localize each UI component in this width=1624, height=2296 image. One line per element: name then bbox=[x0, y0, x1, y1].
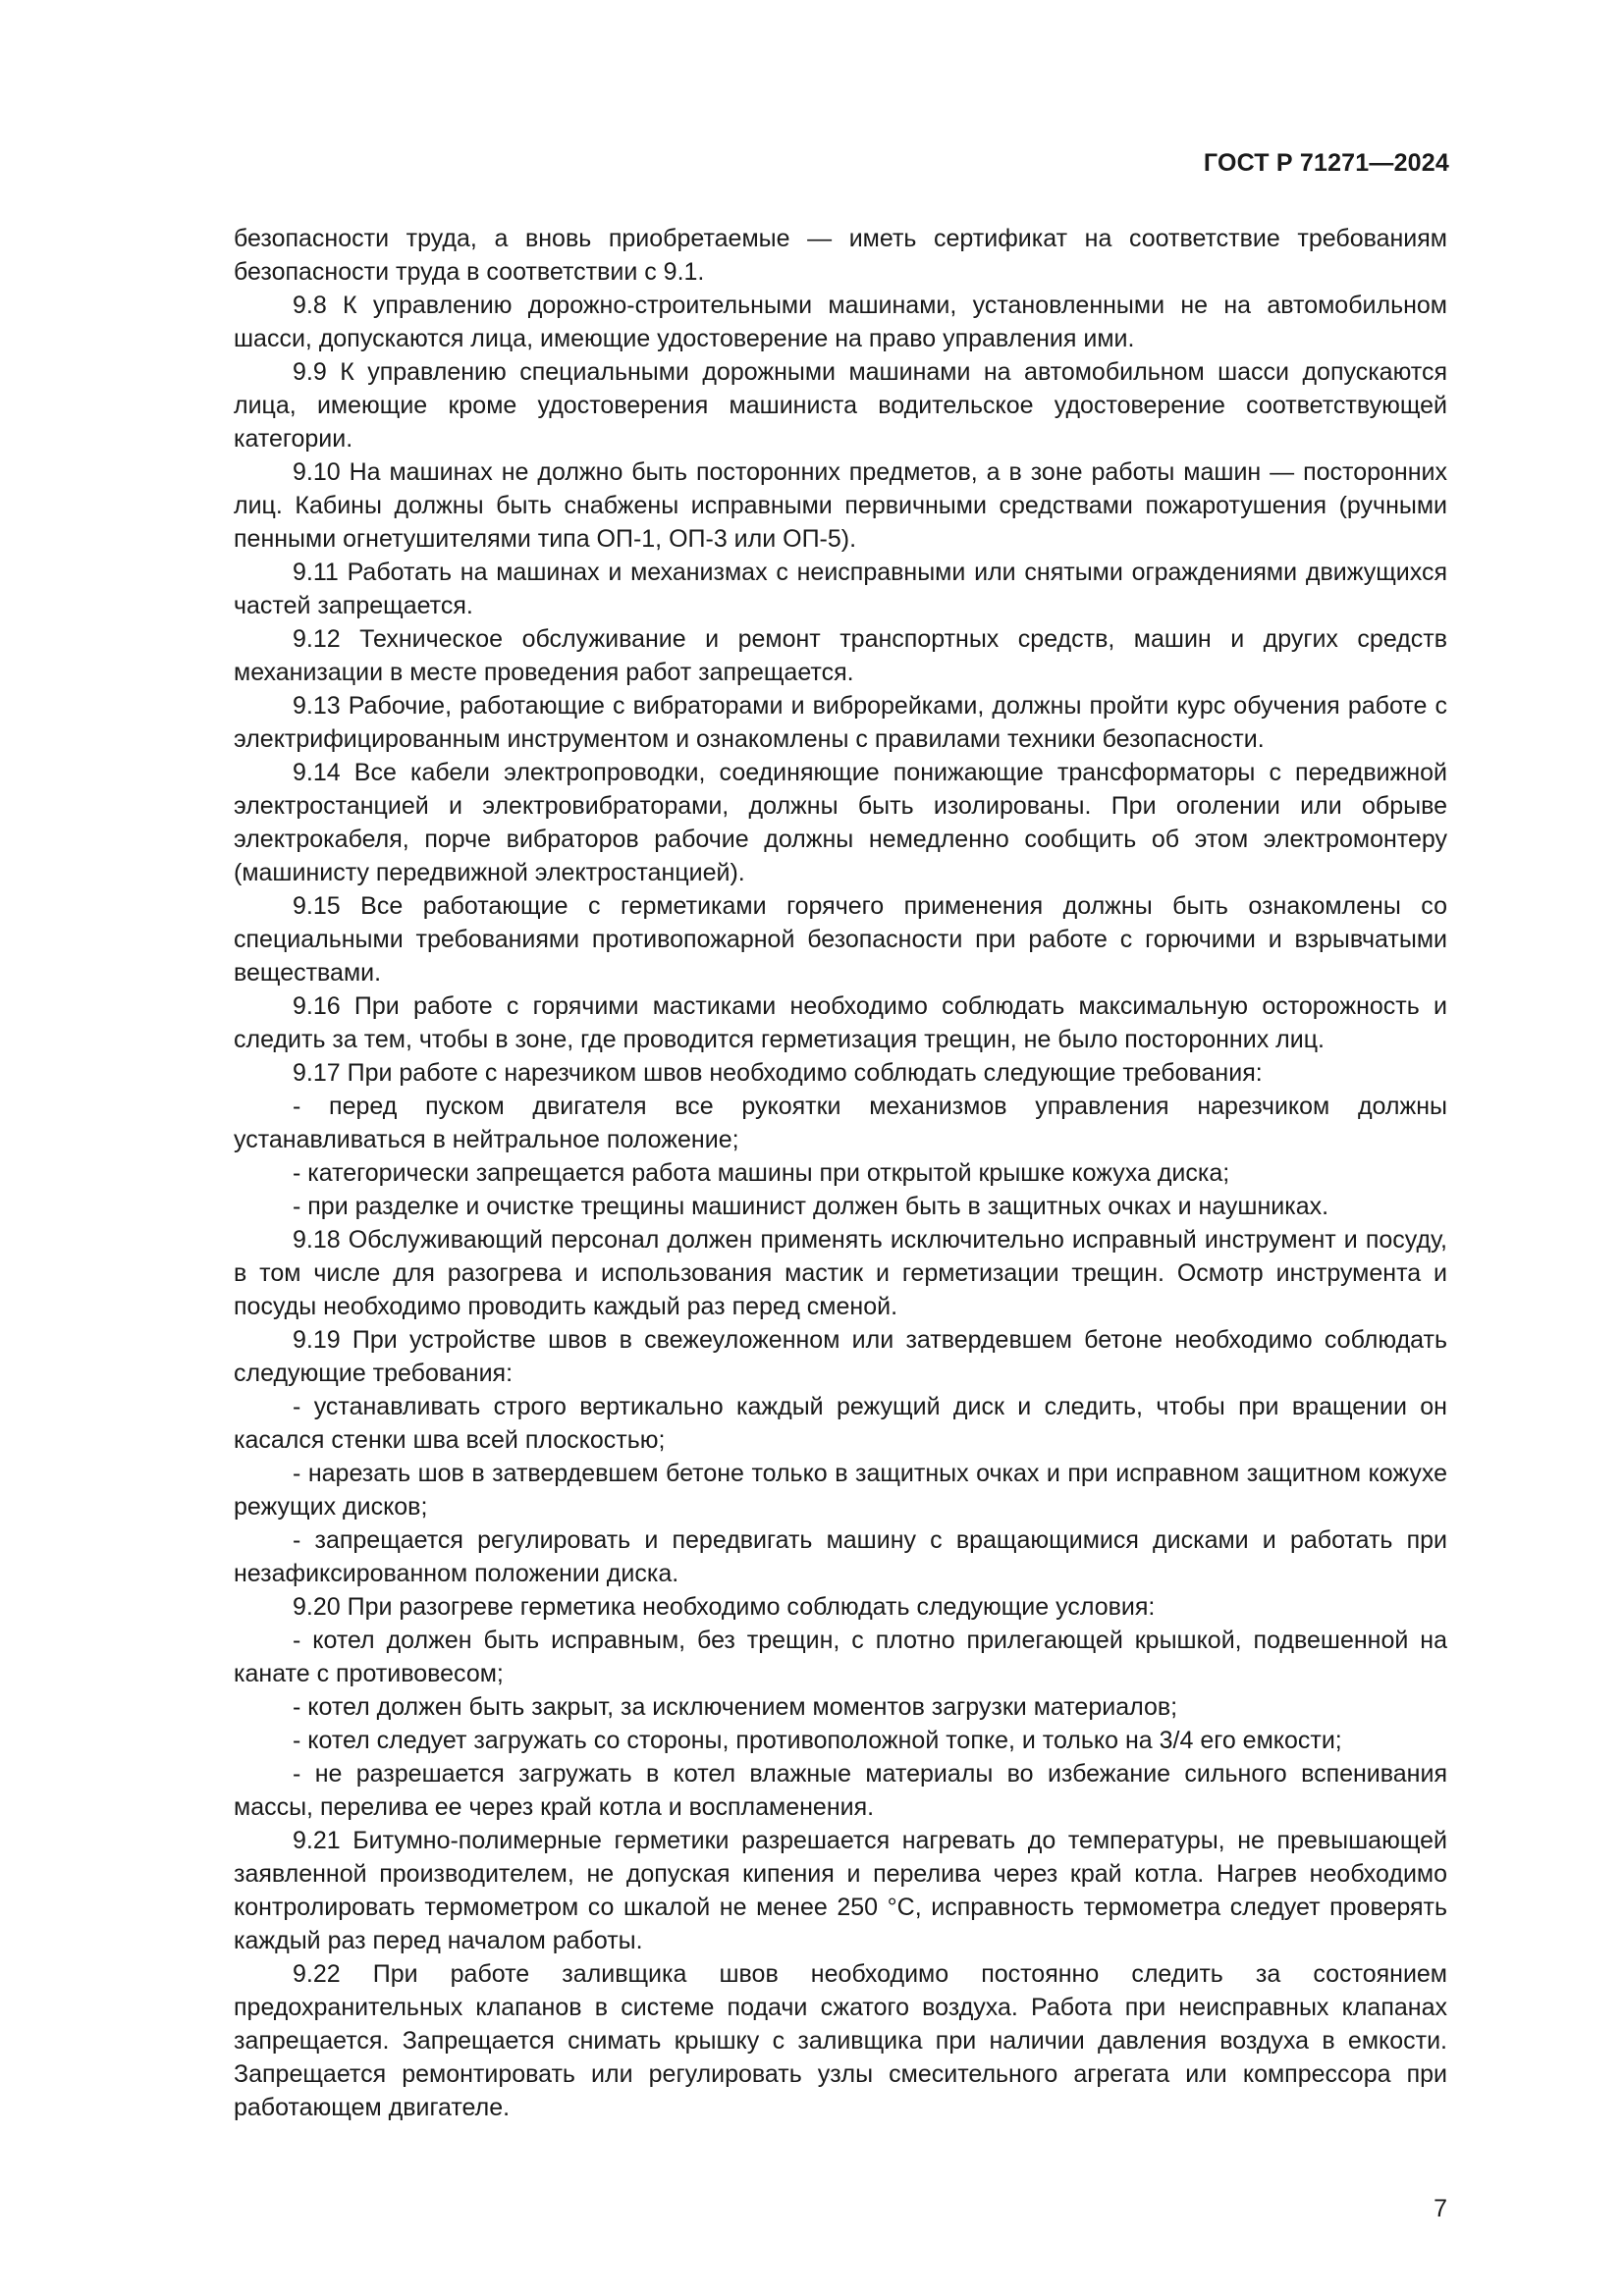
list-item: - устанавливать строго вертикально каждый режущий диск и следить, чтобы при вращении он касался стенки шва всей плоскостью; bbox=[234, 1393, 1447, 1454]
document-header: ГОСТ Р 71271—2024 bbox=[1203, 149, 1449, 177]
paragraph-9-22: 9.22 При работе заливщика швов необходимо постоянно следить за состоянием предохранительных клапанов в системе подачи сжатого воздуха. Работа при неисправных клапанах запрещается. Запрещается снимать крышку с заливщика при наличии давления воздуха в емкости. Запрещается ремонтировать или регулировать узлы смесительного агрегата или компрессора при работающем двигателе. bbox=[234, 1960, 1447, 2121]
list-item: - котел должен быть закрыт, за исключением моментов загрузки материалов; bbox=[293, 1693, 1178, 1721]
paragraph-9-18: 9.18 Обслуживающий персонал должен применять исключительно исправный инструмент и посуду, в том числе для разогрева и использования мастик и герметизации трещин. Осмотр инструмента и посуды необходимо проводить каждый раз перед сменой. bbox=[234, 1226, 1447, 1320]
list-item: - котел следует загружать со стороны, противоположной топке, и только на 3/4 его емкости; bbox=[293, 1727, 1342, 1754]
document-body bbox=[234, 222, 1447, 2124]
paragraph-9-14: 9.14 Все кабели электропроводки, соединяющие понижающие трансформаторы с передвижной электростанцией и электровибраторами, должны быть изолированы. При оголении или обрыве электрокабеля, порче вибраторов рабочие должны немедленно сообщить об этом электромонтеру (машинисту передвижной электростанцией). bbox=[234, 759, 1447, 886]
paragraph-continuation: безопасности труда, а вновь приобретаемые — иметь сертификат на соответствие требованиям безопасности труда в соответствии с 9.1. bbox=[234, 225, 1447, 286]
paragraph-9-8: 9.8 К управлению дорожно-строительными машинами, установленными не на автомобильном шасси, допускаются лица, имеющие удостоверение на право управления ими. bbox=[234, 292, 1447, 352]
list-item: - котел должен быть исправным, без трещин, с плотно прилегающей крышкой, подвешенной на канате с противовесом; bbox=[234, 1627, 1447, 1687]
paragraph-9-9: 9.9 К управлению специальными дорожными машинами на автомобильном шасси допускаются лица, имеющие кроме удостоверения машиниста водительское удостоверение соответствующей категории. bbox=[234, 358, 1447, 453]
paragraph-9-21: 9.21 Битумно-полимерные герметики разрешается нагревать до температуры, не превышающей заявленной производителем, не допуская кипения и перелива через край котла. Нагрев необходимо контролировать термометром со шкалой не менее 250 °С, исправность термометра следует проверять каждый раз перед началом работы. bbox=[234, 1827, 1447, 1954]
paragraph-9-16: 9.16 При работе с горячими мастиками необходимо соблюдать максимальную осторожность и следить за тем, чтобы в зоне, где проводится герметизация трещин, не было посторонних лиц. bbox=[234, 992, 1447, 1053]
list-item: - нарезать шов в затвердевшем бетоне только в защитных очках и при исправном защитном кожухе режущих дисков; bbox=[234, 1460, 1447, 1521]
page-number: 7 bbox=[1434, 2195, 1447, 2222]
paragraph-9-11: 9.11 Работать на машинах и механизмах с неисправными или снятыми ограждениями движущихся частей запрещается. bbox=[234, 559, 1447, 619]
paragraph-9-19: 9.19 При устройстве швов в свежеуложенном или затвердевшем бетоне необходимо соблюдать следующие требования: bbox=[234, 1326, 1447, 1387]
paragraph-9-10: 9.10 На машинах не должно быть посторонних предметов, а в зоне работы машин — посторонних лиц. Кабины должны быть снабжены исправными первичными средствами пожаротушения (ручными пенными огнетушителями типа ОП-1, ОП-3 или ОП-5). bbox=[234, 458, 1447, 553]
paragraph-9-15: 9.15 Все работающие с герметиками горячего применения должны быть ознакомлены со специальными требованиями противопожарной безопасности при работе с горючими и взрывчатыми веществами. bbox=[234, 892, 1447, 987]
paragraph-9-17: 9.17 При работе с нарезчиком швов необходимо соблюдать следующие требования: bbox=[293, 1059, 1263, 1087]
list-item: - при разделке и очистке трещины машинист должен быть в защитных очках и наушниках. bbox=[293, 1193, 1329, 1220]
list-item: - перед пуском двигателя все рукоятки механизмов управления нарезчиком должны устанавливаться в нейтральное положение; bbox=[234, 1093, 1447, 1153]
paragraph-9-13: 9.13 Рабочие, работающие с вибраторами и виброрейками, должны пройти курс обучения работе с электрифицированным инструментом и ознакомлены с правилами техники безопасности. bbox=[234, 692, 1447, 753]
list-item: - не разрешается загружать в котел влажные материалы во избежание сильного вспенивания массы, перелива ее через край котла и воспламенения. bbox=[234, 1760, 1447, 1821]
paragraph-9-20: 9.20 При разогреве герметика необходимо соблюдать следующие условия: bbox=[293, 1593, 1156, 1621]
list-item: - категорически запрещается работа машины при открытой крышке кожуха диска; bbox=[293, 1159, 1230, 1187]
list-item: - запрещается регулировать и передвигать машину с вращающимися дисками и работать при незафиксированном положении диска. bbox=[234, 1526, 1447, 1587]
paragraph-9-12: 9.12 Техническое обслуживание и ремонт транспортных средств, машин и других средств механизации в месте проведения работ запрещается. bbox=[234, 625, 1447, 686]
